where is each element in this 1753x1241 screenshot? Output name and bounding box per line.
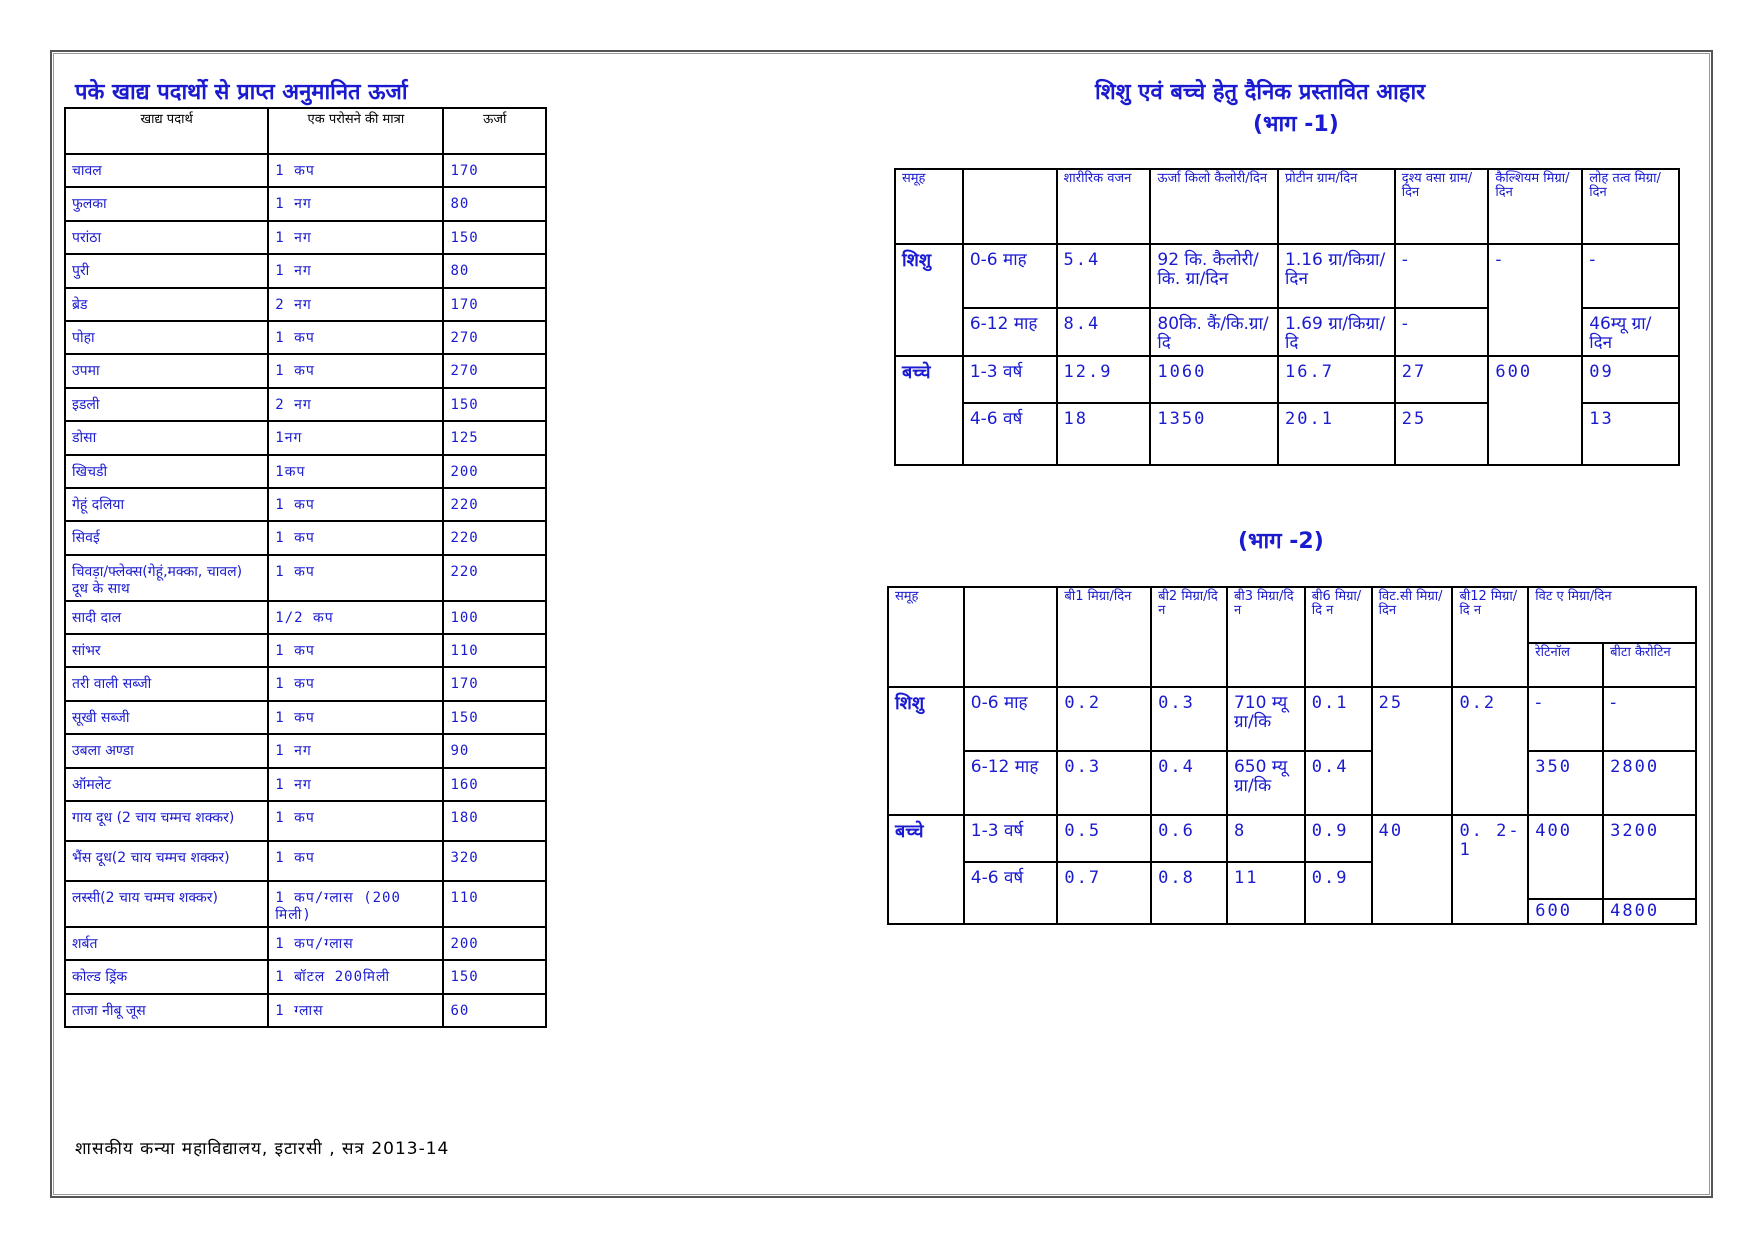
energy-cell: 170 xyxy=(443,667,546,700)
t1-cell: 25 xyxy=(1395,403,1489,465)
food-name-cell: ब्रेड xyxy=(65,288,268,321)
quantity-cell: 1 नग xyxy=(268,734,443,767)
t1-cell: - xyxy=(1395,308,1489,356)
t1-cell: - xyxy=(1582,244,1679,308)
t2-cell: 4-6 वर्ष xyxy=(964,862,1058,924)
energy-cell: 80 xyxy=(443,187,546,220)
t1-cell: - xyxy=(1395,244,1489,308)
t2-cell: 0.4 xyxy=(1151,751,1227,815)
t2-group-infant: शिशु xyxy=(888,687,964,815)
t2-cell: 0.9 xyxy=(1305,815,1372,862)
t1-cell: 1.16 ग्रा/किग्रा/दिन xyxy=(1278,244,1395,308)
quantity-cell: 1 कप xyxy=(268,488,443,521)
t1-group-infant: शिशु xyxy=(895,244,963,356)
t1-header-weight: शारीरिक वजन xyxy=(1057,169,1151,244)
t1-cell: 92 कि. कैलोरी/कि. ग्रा/दिन xyxy=(1150,244,1278,308)
t1-cell: 1350 xyxy=(1150,403,1278,465)
table-row xyxy=(65,601,546,634)
energy-cell: 200 xyxy=(443,455,546,488)
quantity-cell: 1 कप xyxy=(268,841,443,881)
table-header-row xyxy=(888,587,1696,643)
energy-cell: 100 xyxy=(443,601,546,634)
t2-cell: 0. 2-1 xyxy=(1452,815,1528,924)
t2-cell: 0.3 xyxy=(1151,687,1227,751)
energy-cell: 220 xyxy=(443,555,546,601)
table-row xyxy=(65,881,546,927)
t1-cell: 46म्यू ग्रा/दिन xyxy=(1582,308,1679,356)
table-row xyxy=(65,701,546,734)
t2-header-vitc: विट.सी मिग्रा/दिन xyxy=(1372,587,1453,687)
t2-header-b2: बी2 मिग्रा/दि न xyxy=(1151,587,1227,687)
t1-cell: 600 xyxy=(1488,356,1582,465)
t1-cell: 8.4 xyxy=(1057,308,1151,356)
quantity-cell: 1 कप xyxy=(268,801,443,841)
food-name-cell: गाय दूध (2 चाय चम्मच शक्कर) xyxy=(65,801,268,841)
energy-cell: 180 xyxy=(443,801,546,841)
t1-header-iron: लोह तत्व मिग्रा/दिन xyxy=(1582,169,1679,244)
t2-header-group: समूह xyxy=(888,587,964,687)
header-food: खाद्य पदार्थ xyxy=(65,108,268,154)
table-row xyxy=(888,815,1696,862)
table-header-row xyxy=(895,169,1679,244)
t2-cell: 650 म्यू ग्रा/कि xyxy=(1227,751,1305,815)
t1-cell: 1.69 ग्रा/किग्रा/दि xyxy=(1278,308,1395,356)
t1-cell: 0-6 माह xyxy=(963,244,1057,308)
t2-header-vita: विट ए मिग्रा/दिन xyxy=(1528,587,1696,643)
t2-cell: 0.5 xyxy=(1057,815,1151,862)
food-name-cell: सांभर xyxy=(65,634,268,667)
food-name-cell: गेहूं दलिया xyxy=(65,488,268,521)
energy-cell: 170 xyxy=(443,154,546,187)
energy-cell: 80 xyxy=(443,254,546,287)
food-name-cell: सादी दाल xyxy=(65,601,268,634)
footer-text: शासकीय कन्या महाविद्यालय, इटारसी , सत्र 2013-14 xyxy=(75,1139,450,1159)
t2-cell: 11 xyxy=(1227,862,1305,924)
table-row xyxy=(65,960,546,993)
table-row xyxy=(65,321,546,354)
t2-cell: 0.4 xyxy=(1305,751,1372,815)
quantity-cell: 1 कप xyxy=(268,701,443,734)
t2-group-child: बच्चे xyxy=(888,815,964,924)
quantity-cell: 1 नग xyxy=(268,254,443,287)
t2-cell: 350 xyxy=(1528,751,1603,815)
energy-cell: 200 xyxy=(443,927,546,960)
diet-table-part1 xyxy=(894,168,1680,466)
t2-cell: 0.2 xyxy=(1452,687,1528,815)
t1-cell: 20.1 xyxy=(1278,403,1395,465)
energy-cell: 150 xyxy=(443,960,546,993)
t2-cell: - xyxy=(1528,687,1603,751)
energy-cell: 150 xyxy=(443,701,546,734)
t2-cell: 400 xyxy=(1528,815,1603,899)
quantity-cell: 1 कप xyxy=(268,521,443,554)
energy-cell: 170 xyxy=(443,288,546,321)
quantity-cell: 1 नग xyxy=(268,221,443,254)
t2-cell: 0.1 xyxy=(1305,687,1372,751)
t1-header-energy: ऊर्जा किलो कैलोरी/दिन xyxy=(1150,169,1278,244)
t2-cell: 6-12 माह xyxy=(964,751,1058,815)
part1-label: (भाग -1) xyxy=(1253,112,1339,137)
food-name-cell: तरी वाली सब्जी xyxy=(65,667,268,700)
quantity-cell: 1 ग्लास xyxy=(268,994,443,1027)
table-row xyxy=(65,521,546,554)
t1-cell: 80कि. कैं/कि.ग्रा/दि xyxy=(1150,308,1278,356)
food-name-cell: उपमा xyxy=(65,354,268,387)
t1-cell: 16.7 xyxy=(1278,356,1395,403)
table-row xyxy=(888,687,1696,751)
table-row xyxy=(65,667,546,700)
energy-cell: 160 xyxy=(443,768,546,801)
table-row xyxy=(895,244,1679,308)
quantity-cell: 1 कप xyxy=(268,634,443,667)
diet-table-part2 xyxy=(887,586,1697,925)
table-row xyxy=(65,841,546,881)
food-name-cell: परांठा xyxy=(65,221,268,254)
t2-header-age xyxy=(964,587,1058,687)
t1-cell: 12.9 xyxy=(1057,356,1151,403)
food-name-cell: डोसा xyxy=(65,421,268,454)
table-row xyxy=(65,221,546,254)
table-row xyxy=(65,734,546,767)
food-name-cell: पोहा xyxy=(65,321,268,354)
energy-cell: 125 xyxy=(443,421,546,454)
t2-cell: 0.8 xyxy=(1151,862,1227,924)
table-row xyxy=(65,927,546,960)
t1-cell: 09 xyxy=(1582,356,1679,403)
t2-cell: 2800 xyxy=(1603,751,1696,815)
t1-cell: 5.4 xyxy=(1057,244,1151,308)
quantity-cell: 1/2 कप xyxy=(268,601,443,634)
quantity-cell: 1 बॉटल 200मिली xyxy=(268,960,443,993)
energy-cell: 90 xyxy=(443,734,546,767)
quantity-cell: 1 कप xyxy=(268,321,443,354)
table-row xyxy=(65,288,546,321)
table-row xyxy=(65,994,546,1027)
t2-cell: 600 xyxy=(1528,899,1603,924)
table-row xyxy=(895,356,1679,403)
table-header-row xyxy=(65,108,546,154)
t1-cell: 6-12 माह xyxy=(963,308,1057,356)
t1-cell: 13 xyxy=(1582,403,1679,465)
energy-cell: 110 xyxy=(443,634,546,667)
header-energy: ऊर्जा xyxy=(443,108,546,154)
quantity-cell: 1नग xyxy=(268,421,443,454)
t2-cell: 3200 xyxy=(1603,815,1696,899)
t1-header-fat: दृश्य वसा ग्राम/दिन xyxy=(1395,169,1489,244)
energy-cell: 110 xyxy=(443,881,546,927)
food-table-body xyxy=(65,154,546,1027)
food-name-cell: भैंस दूध(2 चाय चम्मच शक्कर) xyxy=(65,841,268,881)
quantity-cell: 2 नग xyxy=(268,388,443,421)
quantity-cell: 1 कप xyxy=(268,154,443,187)
t2-cell: 0-6 माह xyxy=(964,687,1058,751)
part2-label: (भाग -2) xyxy=(1238,529,1324,554)
food-name-cell: खिचडी xyxy=(65,455,268,488)
food-name-cell: फुलका xyxy=(65,187,268,220)
t2-cell: - xyxy=(1603,687,1696,751)
t2-cell: 0.3 xyxy=(1057,751,1151,815)
t2-header-b1: बी1 मिग्रा/दिन xyxy=(1057,587,1151,687)
t2-cell: 0.7 xyxy=(1057,862,1151,924)
food-name-cell: शर्बत xyxy=(65,927,268,960)
quantity-cell: 1 कप xyxy=(268,555,443,601)
t1-group-child: बच्चे xyxy=(895,356,963,465)
quantity-cell: 2 नग xyxy=(268,288,443,321)
food-name-cell: चिवड़ा/फ्लेक्स(गेहूं,मक्का, चावल) दूध के साथ xyxy=(65,555,268,601)
t2-cell: 0.2 xyxy=(1057,687,1151,751)
t1-header-age xyxy=(963,169,1057,244)
table-row xyxy=(65,254,546,287)
quantity-cell: 1 नग xyxy=(268,187,443,220)
t2-cell: 0.9 xyxy=(1305,862,1372,924)
energy-cell: 150 xyxy=(443,221,546,254)
energy-cell: 220 xyxy=(443,488,546,521)
header-quantity: एक परोसने की मात्रा xyxy=(268,108,443,154)
t2-cell: 8 xyxy=(1227,815,1305,862)
t2-cell: 710 म्यू ग्रा/कि xyxy=(1227,687,1305,751)
energy-cell: 270 xyxy=(443,321,546,354)
t1-cell: 1060 xyxy=(1150,356,1278,403)
food-name-cell: लस्सी(2 चाय चम्मच शक्कर) xyxy=(65,881,268,927)
t1-cell: 4-6 वर्ष xyxy=(963,403,1057,465)
t1-header-group: समूह xyxy=(895,169,963,244)
t2-cell: 4800 xyxy=(1603,899,1696,924)
t2-header-b12: बी12 मिग्रा/दि न xyxy=(1452,587,1528,687)
table-row xyxy=(65,555,546,601)
quantity-cell: 1 नग xyxy=(268,768,443,801)
energy-cell: 270 xyxy=(443,354,546,387)
t1-cell: - xyxy=(1488,244,1582,356)
food-energy-title: पके खाद्य पदार्थो से प्राप्त अनुमानित ऊर्जा xyxy=(75,80,408,105)
energy-cell: 220 xyxy=(443,521,546,554)
t1-cell: 1-3 वर्ष xyxy=(963,356,1057,403)
food-name-cell: उबला अण्डा xyxy=(65,734,268,767)
t2-header-retinol: रेटिनॉल xyxy=(1528,643,1603,687)
food-name-cell: इडली xyxy=(65,388,268,421)
food-energy-table xyxy=(64,107,547,1028)
food-name-cell: कोल्ड ड्रिंक xyxy=(65,960,268,993)
food-name-cell: सूखी सब्जी xyxy=(65,701,268,734)
t2-cell: 25 xyxy=(1372,687,1453,815)
table-row xyxy=(65,154,546,187)
t1-cell: 18 xyxy=(1057,403,1151,465)
energy-cell: 60 xyxy=(443,994,546,1027)
table-row xyxy=(65,801,546,841)
table-row xyxy=(65,187,546,220)
quantity-cell: 1कप xyxy=(268,455,443,488)
t2-header-b6: बी6 मिग्रा/दि न xyxy=(1305,587,1372,687)
table-row xyxy=(65,634,546,667)
table-row xyxy=(65,421,546,454)
t2-header-b3: बी3 मिग्रा/दि न xyxy=(1227,587,1305,687)
table-row xyxy=(65,354,546,387)
energy-cell: 320 xyxy=(443,841,546,881)
table-row xyxy=(65,388,546,421)
food-name-cell: ऑमलेट xyxy=(65,768,268,801)
food-name-cell: पुरी xyxy=(65,254,268,287)
energy-cell: 150 xyxy=(443,388,546,421)
t2-cell: 0.6 xyxy=(1151,815,1227,862)
quantity-cell: 1 कप/ग्लास (200 मिली) xyxy=(268,881,443,927)
t2-cell: 1-3 वर्ष xyxy=(964,815,1058,862)
food-name-cell: सिवई xyxy=(65,521,268,554)
t2-cell: 40 xyxy=(1372,815,1453,924)
t1-header-protein: प्रोटीन ग्राम/दिन xyxy=(1278,169,1395,244)
t1-header-calcium: कैल्शियम मिग्रा/दिन xyxy=(1488,169,1582,244)
table-row xyxy=(888,751,1696,815)
quantity-cell: 1 कप xyxy=(268,354,443,387)
quantity-cell: 1 कप xyxy=(268,667,443,700)
t1-cell: 27 xyxy=(1395,356,1489,403)
food-name-cell: ताजा नीबू जूस xyxy=(65,994,268,1027)
food-name-cell: चावल xyxy=(65,154,268,187)
diet-title: शिशु एवं बच्चे हेतु दैनिक प्रस्तावित आहार xyxy=(1095,80,1426,105)
quantity-cell: 1 कप/ग्लास xyxy=(268,927,443,960)
table-row xyxy=(65,768,546,801)
t2-header-beta-carotene: बीटा कैरोटिन xyxy=(1603,643,1696,687)
table-row xyxy=(65,488,546,521)
table-row xyxy=(65,455,546,488)
